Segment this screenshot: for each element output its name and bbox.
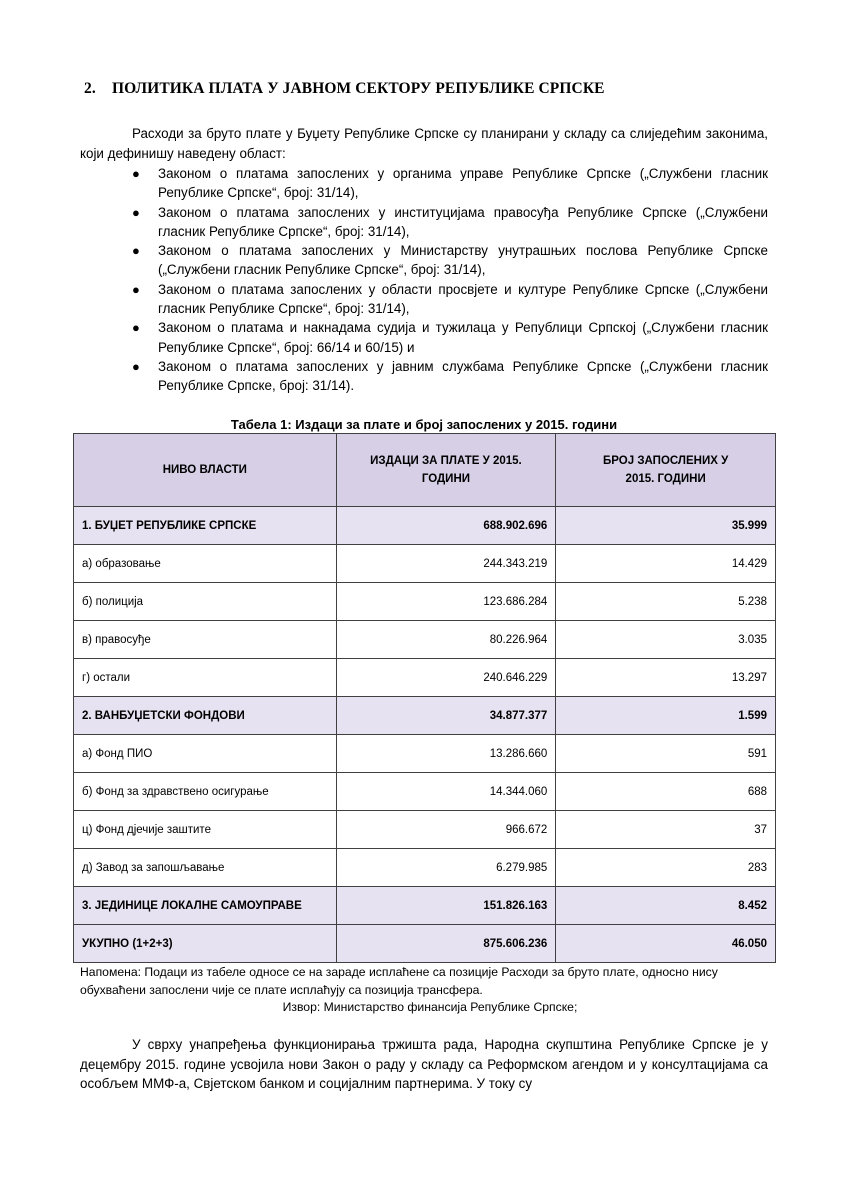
row-expenses: 966.672 — [336, 811, 556, 849]
table-row — [74, 507, 776, 545]
table-row — [74, 621, 776, 659]
table-row — [74, 887, 776, 925]
section-number: 2. — [84, 80, 96, 97]
row-employees: 5.238 — [556, 583, 776, 621]
row-expenses: 80.226.964 — [336, 621, 556, 659]
row-employees: 283 — [556, 849, 776, 887]
row-expenses: 6.279.985 — [336, 849, 556, 887]
table-header-row — [74, 434, 776, 507]
row-employees: 14.429 — [556, 545, 776, 583]
row-employees: 8.452 — [556, 887, 776, 925]
law-item: ● Законом о платама запослених у области просвјете и културе Републике Српске („Службени гласник Републике Српске“, број: 31/14), — [132, 281, 768, 317]
table-caption: Табела 1: Издаци за плате и број запослених у 2015. години — [230, 417, 618, 432]
row-employees: 3.035 — [556, 621, 776, 659]
row-expenses: 244.343.219 — [336, 545, 556, 583]
closing-paragraph: У сврху унапређења функционирања тржишта рада, Народна скупштина Републике Српске је у децембру 2015. године усвојила нови Закон о раду у складу са Реформском агендом и у консултацијама са особљем ММФ-а, Свјетском банком и социјалним партнерима. У току су — [80, 1037, 768, 1091]
row-label: а) образовање — [74, 545, 337, 583]
row-label: д) Завод за запошљавање — [74, 849, 337, 887]
row-label: 1. БУЏЕТ РЕПУБЛИКЕ СРПСКЕ — [74, 507, 337, 545]
laws-list — [80, 164, 768, 396]
table-row — [74, 849, 776, 887]
bullet-icon: ● — [132, 243, 140, 259]
row-employees: 46.050 — [556, 925, 776, 963]
row-expenses: 34.877.377 — [336, 697, 556, 735]
table-row — [74, 697, 776, 735]
bullet-icon: ● — [132, 281, 140, 297]
row-label: б) Фонд за здравствено осигурање — [74, 773, 337, 811]
row-expenses: 688.902.696 — [336, 507, 556, 545]
row-expenses: 151.826.163 — [336, 887, 556, 925]
section-title: ПОЛИТИКА ПЛАТА У ЈАВНОМ СЕКТОРУ РЕПУБЛИКЕ СРПСКЕ — [111, 80, 605, 97]
bullet-icon: ● — [132, 204, 140, 220]
row-employees: 1.599 — [556, 697, 776, 735]
table-body — [74, 507, 776, 963]
table-row — [74, 659, 776, 697]
law-item: ● Законом о платама и накнадама судија и тужилаца у Републици Српској („Службени гласник Републике Српске“, број: 66/14 и 60/15) и — [132, 320, 768, 355]
law-item: ● Законом о платама запослених у јавним службама Републике Српске („Службени гласник Републике Српске, број: 31/14). — [132, 358, 768, 394]
table-row — [74, 583, 776, 621]
row-label: 2. ВАНБУЏЕТСКИ ФОНДОВИ — [74, 697, 337, 735]
row-label: а) Фонд ПИО — [74, 735, 337, 773]
law-item: ● Законом о платама запослених у институцијама правосуђа Републике Српске („Службени гласник Републике Српске“, број: 31/14), — [132, 204, 768, 239]
table-row — [74, 773, 776, 811]
table-note: Напомена: Подаци из табеле односе се на зараде исплаћене са позиције Расходи за бруто плате, односно нису обухваћени запослени чије се плате исплаћују са позиција трансфера. — [80, 965, 718, 997]
law-item: ● Законом о платама запослених у органима управе Републике Српске („Службени гласник Републике Српске“, број: 31/14), — [132, 166, 768, 201]
row-expenses: 123.686.284 — [336, 583, 556, 621]
section-heading — [84, 80, 784, 98]
row-employees: 591 — [556, 735, 776, 773]
row-label: г) остали — [74, 659, 337, 697]
bullet-icon: ● — [132, 358, 140, 374]
intro-paragraph: Расходи за бруто плате у Буџету Републике Српске су планирани у складу са слиједећим законима, који дефинишу наведену област: — [80, 126, 768, 161]
header-employees: БРОЈ ЗАПОСЛЕНИХ У 2015. ГОДИНИ — [556, 434, 776, 507]
header-expenses: ИЗДАЦИ ЗА ПЛАТЕ У 2015. ГОДИНИ — [336, 434, 556, 507]
row-expenses: 14.344.060 — [336, 773, 556, 811]
table-row — [74, 735, 776, 773]
table-row — [74, 545, 776, 583]
table-source: Извор: Министарство финансија Републике Српске; — [282, 1000, 578, 1014]
row-label: УКУПНО (1+2+3) — [74, 925, 337, 963]
row-expenses: 13.286.660 — [336, 735, 556, 773]
bullet-icon: ● — [132, 320, 140, 336]
row-label: б) полиција — [74, 583, 337, 621]
salary-table — [73, 433, 776, 963]
row-employees: 37 — [556, 811, 776, 849]
row-employees: 13.297 — [556, 659, 776, 697]
table-row — [74, 925, 776, 963]
row-label: ц) Фонд дјечије заштите — [74, 811, 337, 849]
row-expenses: 240.646.229 — [336, 659, 556, 697]
bullet-icon: ● — [132, 166, 140, 181]
row-label: 3. ЈЕДИНИЦЕ ЛОКАЛНЕ САМОУПРАВЕ — [74, 887, 337, 925]
header-level: НИВО ВЛАСТИ — [74, 434, 337, 507]
law-item: ● Законом о платама запослених у Министарству унутрашњих послова Републике Српске („Службени гласник Републике Српске“, број: 31/14), — [132, 243, 768, 278]
row-expenses: 875.606.236 — [336, 925, 556, 963]
row-label: в) правосуђе — [74, 621, 337, 659]
table-row — [74, 811, 776, 849]
row-employees: 688 — [556, 773, 776, 811]
row-employees: 35.999 — [556, 507, 776, 545]
